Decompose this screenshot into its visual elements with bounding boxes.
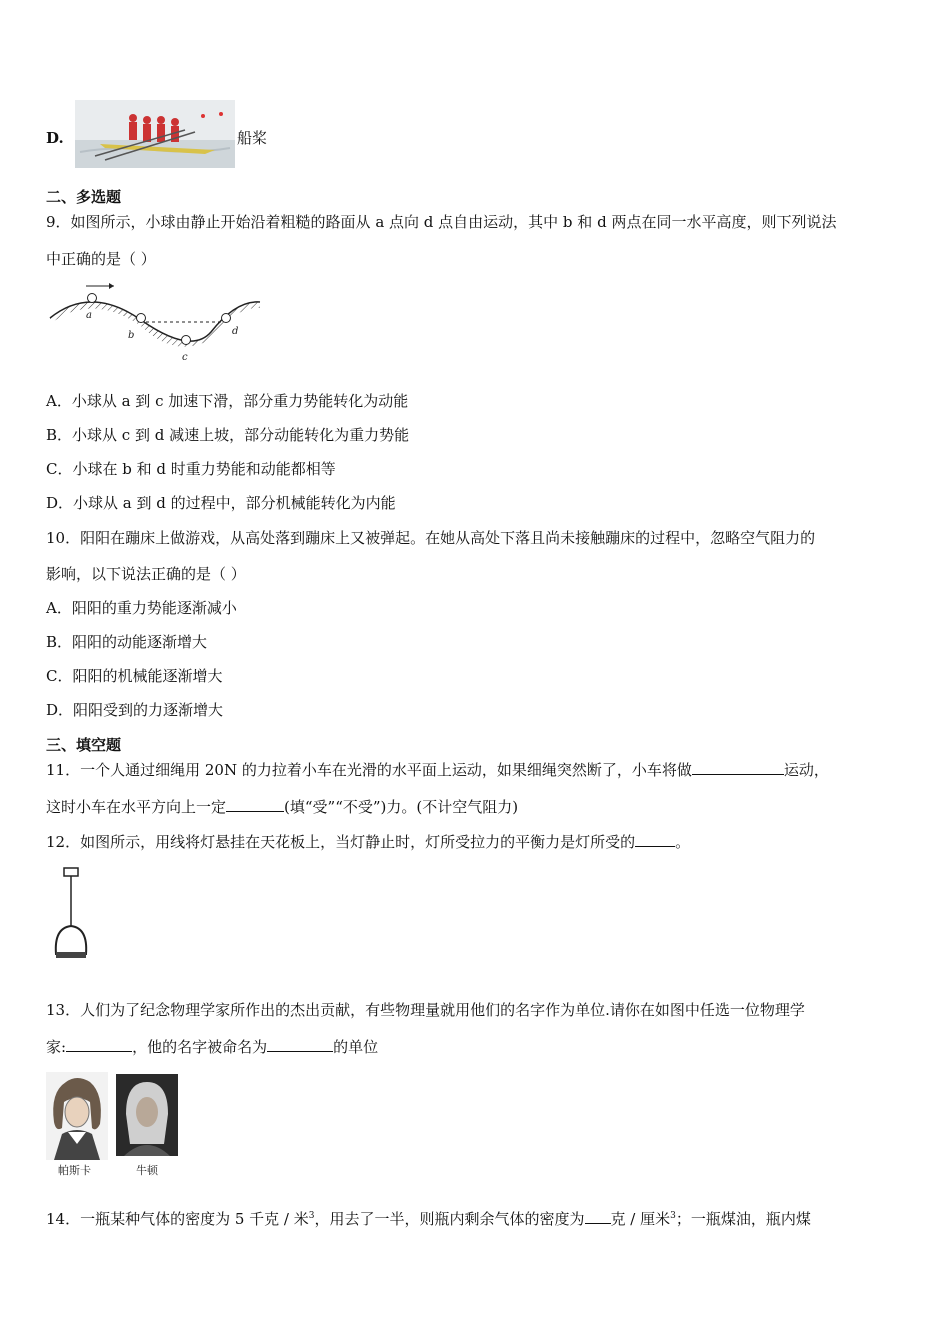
q11-text-2: 运动， xyxy=(783,761,829,779)
section-fill-blank-heading: 三、填空题 xyxy=(46,736,122,754)
q11-text-1: 11．一个人通过细绳用 20N 的力拉着小车在光滑的水平面上运动，如果细绳突然断了，小车将做 xyxy=(46,761,692,779)
q9-label-a: a xyxy=(86,310,92,321)
q11-blank-2[interactable] xyxy=(226,797,284,812)
q11-blank-1[interactable] xyxy=(692,760,784,775)
q9-option-c: C．小球在 b 和 d 时重力势能和动能都相等 xyxy=(46,460,336,478)
q9-option-d: D．小球从 a 到 d 的过程中，部分机械能转化为内能 xyxy=(46,494,396,512)
q9-track-diagram xyxy=(46,280,268,362)
q12-text-1: 12．如图所示，用线将灯悬挂在天花板上，当灯静止时，灯所受拉力的平衡力是灯所受的 xyxy=(46,833,636,851)
newton-portrait xyxy=(116,1074,178,1156)
q11-text-3: 这时小车在水平方向上一定 xyxy=(46,798,227,816)
q9-stem-line1: 9．如图所示，小球由静止开始沿着粗糙的路面从 a 点向 d 点自由运动，其中 b 和 d 两点在同一水平高度，则下列说法 xyxy=(46,213,837,231)
q11-text-4: (填“受”“不受”)力。(不计空气阻力) xyxy=(284,798,519,816)
q14-line xyxy=(46,1206,811,1229)
q12-text-2: 。 xyxy=(675,833,691,851)
q12-blank[interactable] xyxy=(635,832,675,847)
q9-stem-line2: 中正确的是（ ） xyxy=(46,250,156,268)
q9-option-a: A．小球从 a 到 c 加速下滑，部分重力势能转化为动能 xyxy=(46,392,409,410)
q13-text-2: ，他的名字被命名为 xyxy=(132,1038,268,1056)
section-multiple-choice-heading: 二、多选题 xyxy=(46,188,122,206)
q10-option-a: A．阳阳的重力势能逐渐减小 xyxy=(46,599,237,617)
q11-line2 xyxy=(46,797,518,817)
q12-line xyxy=(46,832,690,852)
q14-sup-1: 3 xyxy=(308,1211,315,1221)
q11-line1 xyxy=(46,760,829,780)
q14-text-1: 14．一瓶某种气体的密度为 5 千克 / 米 xyxy=(46,1210,309,1228)
rowing-boat-image xyxy=(75,100,235,168)
q13-blank-2[interactable] xyxy=(267,1037,333,1052)
q13-text-1: 家: xyxy=(46,1038,67,1056)
q10-option-b: B．阳阳的动能逐渐增大 xyxy=(46,633,208,651)
q14-text-2: ，用去了一半，则瓶内剩余气体的密度为 xyxy=(314,1210,585,1228)
q13-line2 xyxy=(46,1037,378,1057)
q9-label-c: c xyxy=(182,352,188,362)
q8-option-d-text: 船桨 xyxy=(237,129,268,147)
pascal-caption: 帕斯卡 xyxy=(58,1164,91,1177)
q14-blank-1[interactable] xyxy=(585,1209,611,1224)
q14-text-4: ；一瓶煤油，瓶内煤 xyxy=(675,1210,811,1228)
q14-text-3: 克 / 厘米 xyxy=(610,1210,671,1228)
hanging-lamp-diagram xyxy=(50,866,94,962)
pascal-portrait xyxy=(46,1072,108,1160)
q14-sup-2: 3 xyxy=(670,1211,676,1221)
q8-option-d-label: D. xyxy=(46,129,64,147)
newton-caption: 牛顿 xyxy=(136,1164,158,1177)
q9-option-b: B．小球从 c 到 d 减速上坡，部分动能转化为重力势能 xyxy=(46,426,410,444)
q10-option-c: C．阳阳的机械能逐渐增大 xyxy=(46,667,223,685)
q13-text-3: 的单位 xyxy=(333,1038,379,1056)
q13-stem-line1: 13．人们为了纪念物理学家所作出的杰出贡献，有些物理量就用他们的名字作为单位.请你在如图中任选一位物理学 xyxy=(46,1001,805,1019)
q10-stem-line1: 10．阳阳在蹦床上做游戏，从高处落到蹦床上又被弹起。在她从高处下落且尚未接触蹦床的过程中，忽略空气阻力的 xyxy=(46,529,816,547)
q10-stem-line2: 影响，以下说法正确的是（ ） xyxy=(46,565,246,583)
q9-label-d: d xyxy=(232,326,239,337)
q10-option-d: D．阳阳受到的力逐渐增大 xyxy=(46,701,224,719)
q9-label-b: b xyxy=(128,330,135,341)
q13-blank-1[interactable] xyxy=(66,1037,132,1052)
